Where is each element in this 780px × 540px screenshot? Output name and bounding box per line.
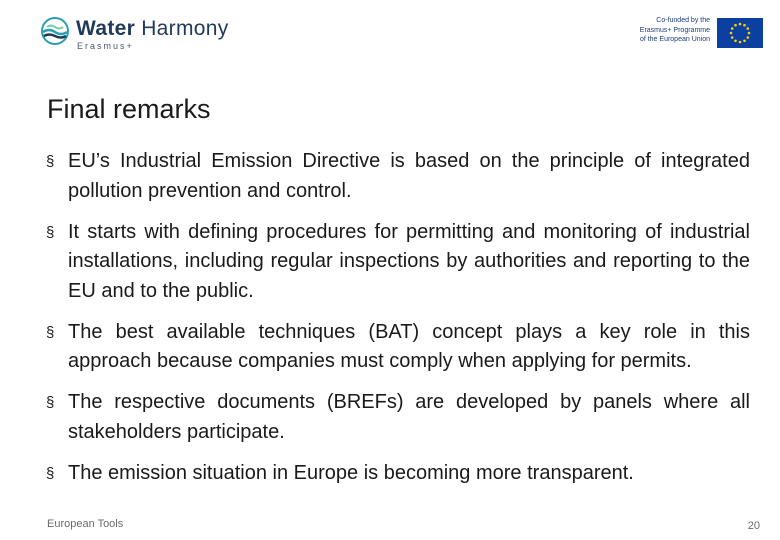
bullet-text: The emission situation in Europe is becoming more transparent. (68, 461, 634, 484)
logo-word-harmony: Harmony (141, 17, 229, 40)
bullet-text: The best available techniques (BAT) concept plays a key role in this approach because companies must comply when applying for permits. (68, 320, 750, 372)
section-marker-icon: § (46, 323, 55, 341)
logo-word-water: Water (76, 17, 136, 40)
eu-flag-icon (717, 18, 763, 48)
bullet-item (46, 459, 750, 489)
cofunded-line-3: of the European Union (639, 36, 710, 43)
bullet-list (46, 147, 750, 500)
page-number: 20 (747, 520, 760, 532)
section-marker-icon: § (46, 394, 55, 411)
erasmus-cofunded-badge (604, 16, 774, 50)
bullet-text: The respective documents (BREFs) are developed by panels where all stakeholders participate. (68, 391, 750, 443)
water-drop-logo-icon (40, 16, 70, 46)
cofunded-line-1: Co-funded by the (656, 17, 710, 24)
cofunded-line-2: Erasmus+ Programme (639, 26, 710, 34)
section-marker-icon: § (46, 153, 55, 170)
logo-subtitle: Erasmus+ (77, 41, 134, 51)
bullet-item (46, 218, 750, 307)
section-marker-icon: § (46, 223, 55, 241)
footer-label: European Tools (47, 518, 124, 530)
section-marker-icon: § (46, 464, 55, 482)
bullet-text: EU’s Industrial Emission Directive is based on the principle of integrated pollution prevention and control. (68, 150, 750, 202)
bullet-item (46, 388, 750, 447)
bullet-text: It starts with defining procedures for permitting and monitoring of industrial installations, including regular inspections by authorities and reporting to the EU and to the public. (68, 220, 750, 302)
logo-wordmark (76, 17, 229, 41)
cofunded-text (604, 16, 710, 45)
water-harmony-logo (40, 14, 240, 50)
bullet-item (46, 318, 750, 377)
slide-title: Final remarks (47, 94, 211, 125)
bullet-item (46, 147, 750, 206)
